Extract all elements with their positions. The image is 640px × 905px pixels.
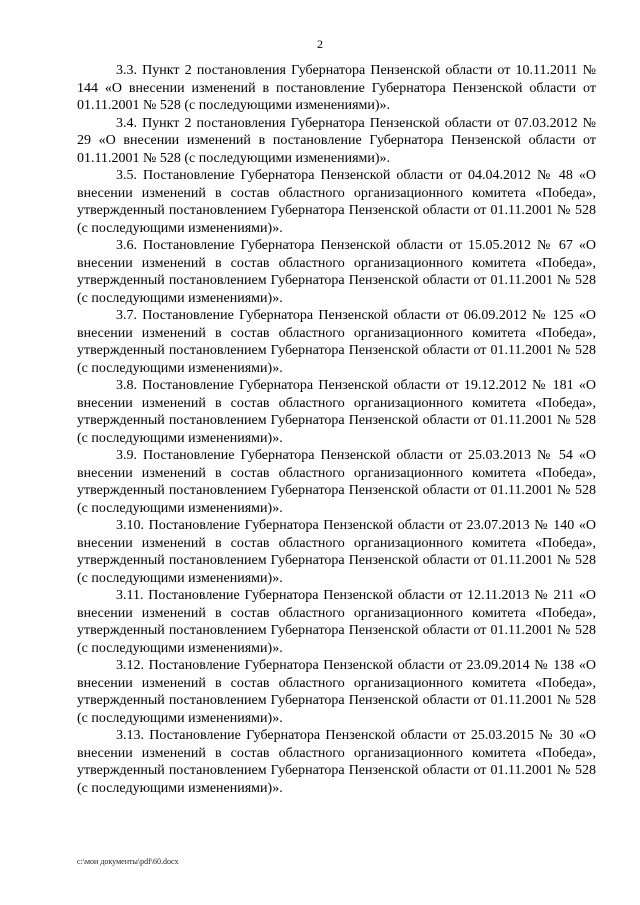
file-path-footer: c:\мои документы\pdf\60.docx [77,857,179,866]
list-item: 3.6. Постановление Губернатора Пензенской области от 15.05.2012 № 67 «О внесении изменений в состав областного организационного комитета «Победа», утвержденный постановлением Губернатора Пензенской области от 01.11.2001 № 528 (с последующими изменениями)». [77,238,596,306]
list-item: 3.7. Постановление Губернатора Пензенской области от 06.09.2012 № 125 «О внесении изменений в состав областного организационного комитета «Победа», утвержденный постановлением Губернатора Пензенской области от 01.11.2001 № 528 (с последующими изменениями)». [77,308,596,376]
list-item: 3.4. Пункт 2 постановления Губернатора Пензенской области от 07.03.2012 № 29 «О внесении изменений в постановление Губернатора Пензенской области от 01.11.2001 № 528 (с последующими изменениями)». [77,115,596,166]
list-item: 3.9. Постановление Губернатора Пензенской области от 25.03.2013 № 54 «О внесении изменений в состав областного организационного комитета «Победа», утвержденный постановлением Губернатора Пензенской области от 01.11.2001 № 528 (с последующими изменениями)». [77,448,596,516]
document-body [77,62,596,797]
page-number: 2 [317,37,323,51]
list-item: 3.3. Пункт 2 постановления Губернатора Пензенской области от 10.11.2011 № 144 «О внесении изменений в постановление Губернатора Пензенской области от 01.11.2001 № 528 (с последующими изменениями)». [77,63,596,113]
list-item: 3.13. Постановление Губернатора Пензенской области от 25.03.2015 № 30 «О внесении изменений в состав областного организационного комитета «Победа», утвержденный постановлением Губернатора Пензенской области от 01.11.2001 № 528 (с последующими изменениями)». [77,728,596,796]
list-item: 3.12. Постановление Губернатора Пензенской области от 23.09.2014 № 138 «О внесении изменений в состав областного организационного комитета «Победа», утвержденный постановлением Губернатора Пензенской области от 01.11.2001 № 528 (с последующими изменениями)». [77,658,596,726]
list-item: 3.10. Постановление Губернатора Пензенской области от 23.07.2013 № 140 «О внесении изменений в состав областного организационного комитета «Победа», утвержденный постановлением Губернатора Пензенской области от 01.11.2001 № 528 (с последующими изменениями)». [77,518,596,586]
list-item: 3.5. Постановление Губернатора Пензенской области от 04.04.2012 № 48 «О внесении изменений в состав областного организационного комитета «Победа», утвержденный постановлением Губернатора Пензенской области от 01.11.2001 № 528 (с последующими изменениями)». [77,168,596,236]
list-item: 3.11. Постановление Губернатора Пензенской области от 12.11.2013 № 211 «О внесении изменений в состав областного организационного комитета «Победа», утвержденный постановлением Губернатора Пензенской области от 01.11.2001 № 528 (с последующими изменениями)». [77,588,596,656]
list-item: 3.8. Постановление Губернатора Пензенской области от 19.12.2012 № 181 «О внесении изменений в состав областного организационного комитета «Победа», утвержденный постановлением Губернатора Пензенской области от 01.11.2001 № 528 (с последующими изменениями)». [77,378,596,446]
